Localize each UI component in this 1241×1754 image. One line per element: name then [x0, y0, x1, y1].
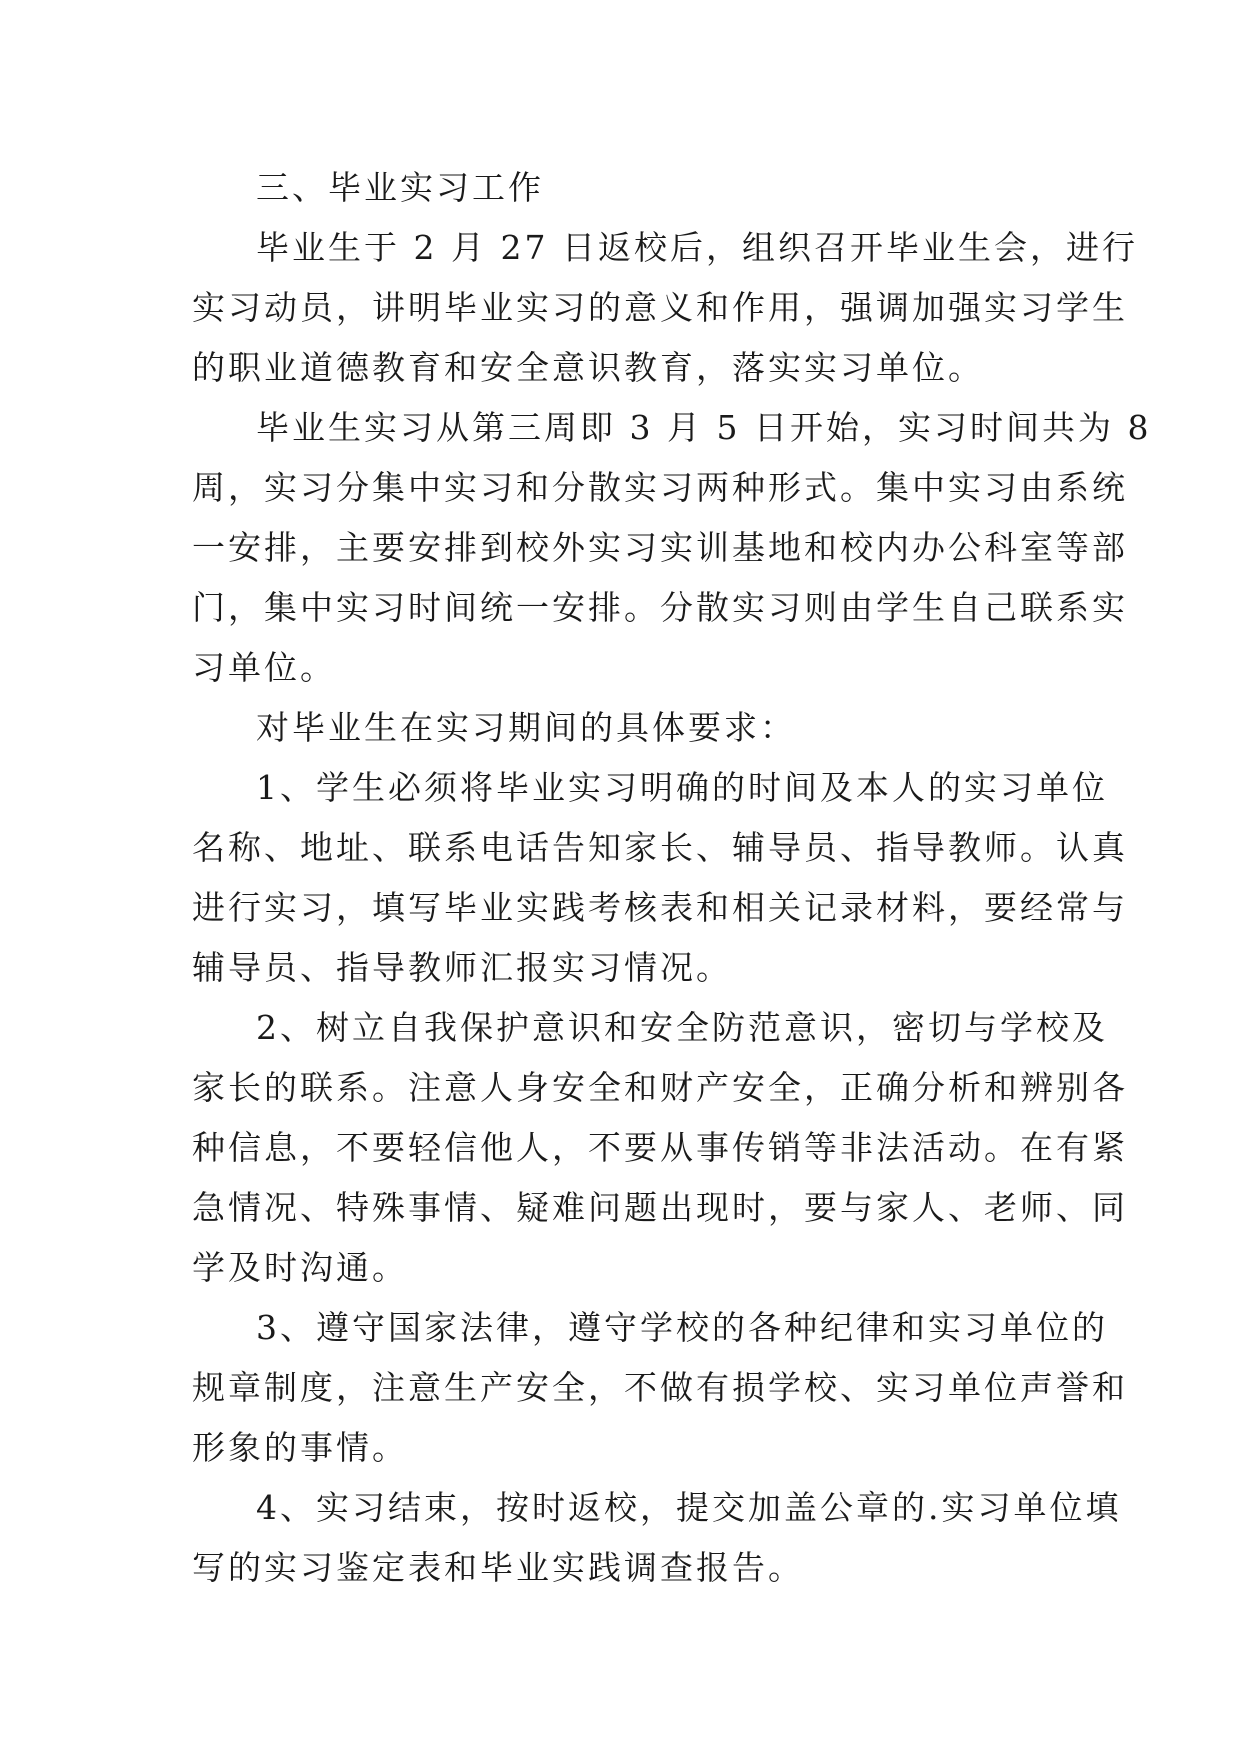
paragraph-line: 规章制度，注意生产安全，不做有损学校、实习单位声誉和: [192, 1368, 1128, 1407]
paragraph-line: 3、遵守国家法律，遵守学校的各种纪律和实习单位的: [256, 1308, 1108, 1347]
paragraph-line: 实习动员，讲明毕业实习的意义和作用，强调加强实习学生: [192, 288, 1128, 327]
paragraph-line: 一安排，主要安排到校外实习实训基地和校内办公科室等部: [192, 528, 1128, 567]
heading-line: 三、毕业实习工作: [256, 168, 544, 207]
paragraph-line: 毕业生实习从第三周即 3 月 5 日开始，实习时间共为 8: [256, 408, 1152, 447]
requirement-item-4: [192, 1478, 1122, 1598]
requirement-item-3: [192, 1298, 1128, 1478]
paragraph-line: 学及时沟通。: [192, 1248, 408, 1287]
paragraph-requirements-intro: [192, 698, 1072, 758]
paragraph-line: 1、学生必须将毕业实习明确的时间及本人的实习单位: [256, 768, 1108, 807]
paragraph-line: 种信息，不要轻信他人，不要从事传销等非法活动。在有紧: [192, 1128, 1128, 1167]
paragraph-line: 周，实习分集中实习和分散实习两种形式。集中实习由系统: [192, 468, 1128, 507]
paragraph-line: 的职业道德教育和安全意识教育，落实实习单位。: [192, 348, 984, 387]
paragraph-line: 门，集中实习时间统一安排。分散实习则由学生自己联系实: [192, 588, 1128, 627]
paragraph-line: 家长的联系。注意人身安全和财产安全，正确分析和辨别各: [192, 1068, 1128, 1107]
paragraph-line: 写的实习鉴定表和毕业实践调查报告。: [192, 1548, 804, 1587]
requirement-item-2: [192, 998, 1128, 1298]
paragraph-line: 急情况、特殊事情、疑难问题出现时，要与家人、老师、同: [192, 1188, 1128, 1227]
paragraph-line: 4、实习结束，按时返校，提交加盖公章的.实习单位填: [256, 1488, 1122, 1527]
paragraph-line: 毕业生于 2 月 27 日返校后，组织召开毕业生会，进行: [256, 228, 1138, 267]
document-body: [192, 158, 1152, 1598]
paragraph-line: 对毕业生在实习期间的具体要求：: [256, 708, 796, 747]
paragraph-return-meeting: [192, 218, 1138, 398]
requirement-item-1: [192, 758, 1128, 998]
paragraph-internship-schedule: [192, 398, 1152, 698]
paragraph-line: 2、树立自我保护意识和安全防范意识，密切与学校及: [256, 1008, 1108, 1047]
section-heading: [192, 158, 1072, 218]
paragraph-line: 进行实习，填写毕业实践考核表和相关记录材料，要经常与: [192, 888, 1128, 927]
paragraph-line: 习单位。: [192, 648, 336, 687]
paragraph-line: 辅导员、指导教师汇报实习情况。: [192, 948, 732, 987]
paragraph-line: 名称、地址、联系电话告知家长、辅导员、指导教师。认真: [192, 828, 1128, 867]
paragraph-line: 形象的事情。: [192, 1428, 408, 1467]
